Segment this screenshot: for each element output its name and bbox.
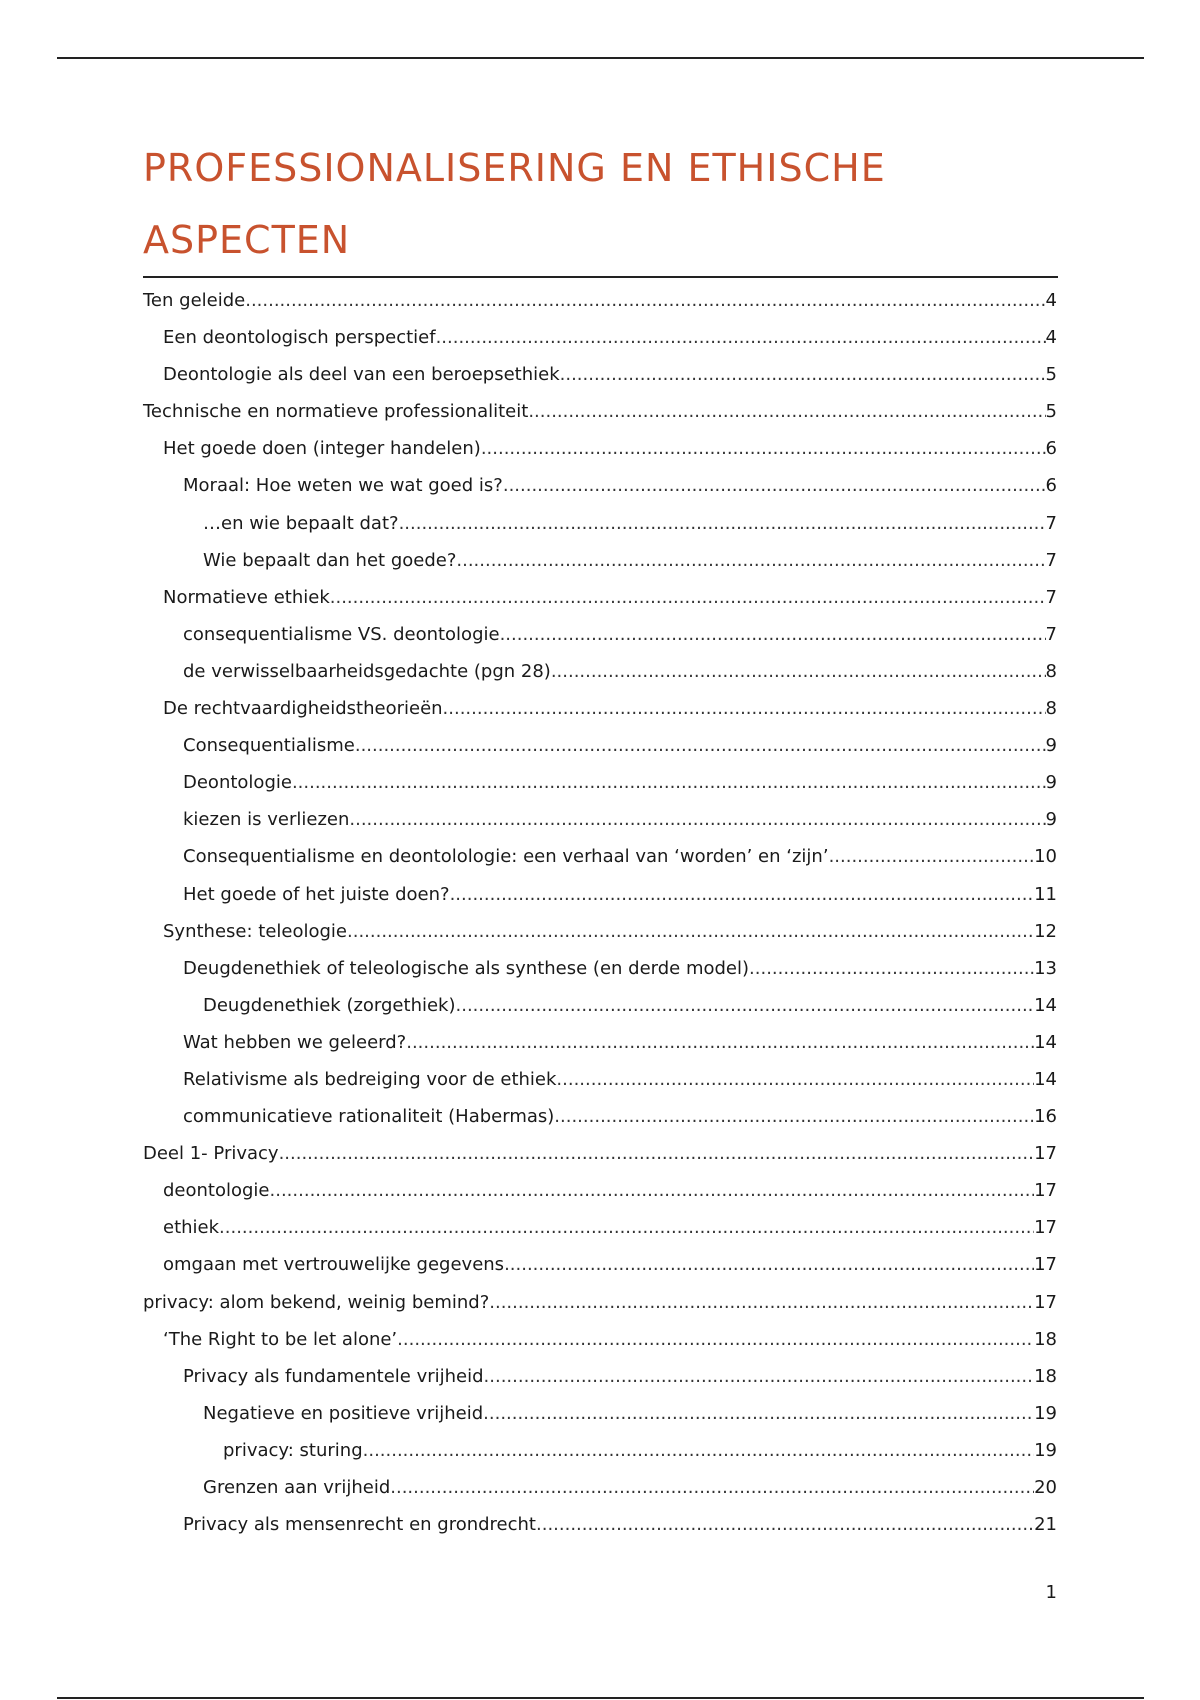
toc-entry-page: 10 <box>1034 846 1057 868</box>
toc-entry[interactable] <box>143 1477 1057 1514</box>
toc-entry-page: 18 <box>1034 1365 1057 1387</box>
toc-entry-page: 4 <box>1045 327 1057 349</box>
toc-entry[interactable] <box>143 1366 1057 1403</box>
toc-entry-page: 8 <box>1045 698 1057 720</box>
toc-entry[interactable] <box>143 1514 1057 1551</box>
toc-entry[interactable] <box>143 661 1057 698</box>
toc-entry-label: Het goede of het juiste doen? <box>183 883 450 905</box>
toc-entry[interactable] <box>143 1032 1057 1069</box>
toc-entry[interactable] <box>143 1440 1057 1477</box>
toc-entry-label: Wie bepaalt dan het goede? <box>203 549 457 571</box>
toc-entry[interactable] <box>143 513 1057 550</box>
toc-entry-page: 6 <box>1045 475 1057 497</box>
toc-entry-page: 17 <box>1034 1254 1057 1276</box>
toc-entry-label: deontologie <box>163 1180 270 1202</box>
toc-entry-page: 5 <box>1045 401 1057 423</box>
toc-entry-page: 11 <box>1034 883 1057 905</box>
toc-entry-label: …en wie bepaalt dat? <box>203 512 399 534</box>
toc-dot-leader <box>292 772 1046 793</box>
toc-dot-leader <box>500 624 1046 645</box>
toc-dot-leader <box>279 1143 1035 1164</box>
toc-entry-label: privacy: sturing <box>223 1439 363 1461</box>
toc-dot-leader <box>504 1254 1034 1275</box>
toc-entry-label: Een deontologisch perspectief <box>163 327 436 349</box>
toc-entry-page: 9 <box>1045 809 1057 831</box>
toc-entry[interactable] <box>143 846 1057 883</box>
toc-dot-leader <box>484 1366 1035 1387</box>
toc-entry-page: 17 <box>1034 1217 1057 1239</box>
toc-dot-leader <box>536 1514 1034 1535</box>
table-of-contents <box>143 290 1057 1551</box>
toc-entry-label: Deontologie <box>183 772 292 794</box>
toc-entry-label: ethiek <box>163 1217 220 1239</box>
toc-dot-leader <box>749 958 1034 979</box>
toc-entry-page: 7 <box>1045 586 1057 608</box>
toc-entry-label: Het goede doen (integer handelen) <box>163 438 481 460</box>
toc-dot-leader <box>330 587 1046 608</box>
toc-entry-label: Technische en normatieve professionaliteit <box>143 401 529 423</box>
document-title: PROFESSIONALISERING EN ETHISCHE ASPECTEN <box>143 132 1058 278</box>
toc-entry-label: Deugdenethiek of teleologische als synthese (en derde model) <box>183 957 750 979</box>
toc-entry-page: 18 <box>1034 1328 1057 1350</box>
toc-entry-page: 9 <box>1045 772 1057 794</box>
toc-entry-label: de verwisselbaarheidsgedachte (pgn 28) <box>183 660 551 682</box>
toc-entry[interactable] <box>143 290 1057 327</box>
toc-entry[interactable] <box>143 884 1057 921</box>
toc-entry-page: 14 <box>1034 1068 1057 1090</box>
toc-entry-page: 7 <box>1045 512 1057 534</box>
toc-entry-page: 14 <box>1034 1031 1057 1053</box>
toc-entry[interactable] <box>143 364 1057 401</box>
toc-entry[interactable] <box>143 327 1057 364</box>
toc-entry[interactable] <box>143 475 1057 512</box>
toc-dot-leader <box>349 809 1045 830</box>
page-number: 1 <box>1045 1582 1057 1603</box>
toc-entry-label: kiezen is verliezen <box>183 809 350 831</box>
toc-entry-page: 20 <box>1034 1477 1057 1498</box>
toc-entry-page: 19 <box>1034 1439 1057 1461</box>
toc-dot-leader <box>355 735 1046 756</box>
toc-dot-leader <box>481 438 1046 459</box>
toc-entry-label: Negatieve en positieve vrijheid <box>203 1402 484 1424</box>
toc-entry-label: Synthese: teleologie <box>163 920 347 942</box>
toc-dot-leader <box>406 1032 1034 1053</box>
toc-entry[interactable] <box>143 1254 1057 1291</box>
toc-dot-leader <box>503 475 1046 496</box>
toc-dot-leader <box>528 401 1045 422</box>
toc-entry-label: communicatieve rationaliteit (Habermas) <box>183 1106 555 1128</box>
toc-entry-label: consequentialisme VS. deontologie <box>183 623 500 645</box>
toc-entry[interactable] <box>143 624 1057 661</box>
toc-dot-leader <box>397 1329 1034 1350</box>
toc-entry[interactable] <box>143 1403 1057 1440</box>
toc-entry-label: Grenzen aan vrijheid <box>203 1477 391 1498</box>
toc-entry-page: 6 <box>1045 438 1057 460</box>
toc-entry-label: Deontologie als deel van een beroepsethiek <box>163 364 560 386</box>
toc-entry-label: Wat hebben we geleerd? <box>183 1031 407 1053</box>
toc-dot-leader <box>390 1477 1034 1498</box>
toc-entry-page: 12 <box>1034 920 1057 942</box>
toc-entry-page: 8 <box>1045 660 1057 682</box>
toc-entry[interactable] <box>143 1217 1057 1254</box>
toc-entry-label: Deugdenethiek (zorgethiek) <box>203 994 456 1016</box>
toc-entry-label: Relativisme als bedreiging voor de ethiek <box>183 1068 557 1090</box>
toc-entry-label: Consequentialisme <box>183 735 355 757</box>
toc-entry-page: 7 <box>1045 549 1057 571</box>
toc-entry-page: 17 <box>1034 1291 1057 1313</box>
toc-entry-page: 14 <box>1034 994 1057 1016</box>
toc-entry[interactable] <box>143 698 1057 735</box>
toc-entry-label: Privacy als mensenrecht en grondrecht <box>183 1514 536 1536</box>
toc-entry-label: Consequentialisme en deontolologie: een verhaal van ‘worden’ en ‘zijn’ <box>183 846 829 868</box>
toc-entry-label: Moraal: Hoe weten we wat goed is? <box>183 475 503 497</box>
toc-entry[interactable] <box>143 921 1057 958</box>
toc-entry[interactable] <box>143 772 1057 809</box>
toc-dot-leader <box>450 884 1035 905</box>
toc-dot-leader <box>829 846 1035 867</box>
toc-dot-leader <box>347 921 1034 942</box>
toc-dot-leader <box>219 1217 1034 1238</box>
toc-dot-leader <box>399 513 1046 534</box>
bottom-rule <box>57 1697 1144 1699</box>
toc-dot-leader <box>443 698 1046 719</box>
toc-entry-label: omgaan met vertrouwelijke gegevens <box>163 1254 505 1276</box>
toc-entry-label: ‘The Right to be let alone’ <box>163 1328 398 1350</box>
toc-dot-leader <box>270 1180 1035 1201</box>
toc-entry[interactable] <box>143 1106 1057 1143</box>
toc-entry-page: 16 <box>1034 1106 1057 1128</box>
toc-entry-label: Ten geleide <box>143 290 246 311</box>
toc-entry-page: 7 <box>1045 623 1057 645</box>
toc-entry[interactable] <box>143 587 1057 624</box>
toc-entry-page: 21 <box>1034 1514 1057 1536</box>
toc-entry[interactable] <box>143 401 1057 438</box>
toc-entry[interactable] <box>143 995 1057 1032</box>
toc-entry-label: privacy: alom bekend, weinig bemind? <box>143 1291 490 1313</box>
toc-entry-label: Normatieve ethiek <box>163 586 330 608</box>
toc-entry-label: De rechtvaardigheidstheorieën <box>163 698 443 720</box>
toc-dot-leader <box>456 550 1045 571</box>
toc-dot-leader <box>551 661 1046 682</box>
toc-entry-page: 17 <box>1034 1143 1057 1165</box>
toc-entry[interactable] <box>143 1069 1057 1106</box>
toc-entry-page: 13 <box>1034 957 1057 979</box>
toc-dot-leader <box>456 995 1035 1016</box>
toc-entry[interactable] <box>143 809 1057 846</box>
toc-entry[interactable] <box>143 1180 1057 1217</box>
toc-dot-leader <box>554 1106 1034 1127</box>
toc-entry[interactable] <box>143 958 1057 995</box>
toc-dot-leader <box>556 1069 1034 1090</box>
toc-entry-page: 17 <box>1034 1180 1057 1202</box>
toc-dot-leader <box>363 1440 1034 1461</box>
toc-dot-leader <box>436 327 1046 348</box>
toc-entry-page: 4 <box>1045 290 1057 311</box>
toc-entry[interactable] <box>143 735 1057 772</box>
toc-entry[interactable] <box>143 1143 1057 1180</box>
toc-dot-leader <box>489 1292 1034 1313</box>
toc-entry[interactable] <box>143 550 1057 587</box>
toc-entry[interactable] <box>143 1292 1057 1329</box>
toc-entry-page: 9 <box>1045 735 1057 757</box>
toc-entry-label: Deel 1- Privacy <box>143 1143 279 1165</box>
toc-entry-page: 5 <box>1045 364 1057 386</box>
toc-entry-page: 19 <box>1034 1402 1057 1424</box>
toc-dot-leader <box>245 290 1045 311</box>
toc-entry-label: Privacy als fundamentele vrijheid <box>183 1365 484 1387</box>
toc-entry[interactable] <box>143 1329 1057 1366</box>
toc-dot-leader <box>483 1403 1034 1424</box>
toc-dot-leader <box>560 364 1046 385</box>
toc-entry[interactable] <box>143 438 1057 475</box>
